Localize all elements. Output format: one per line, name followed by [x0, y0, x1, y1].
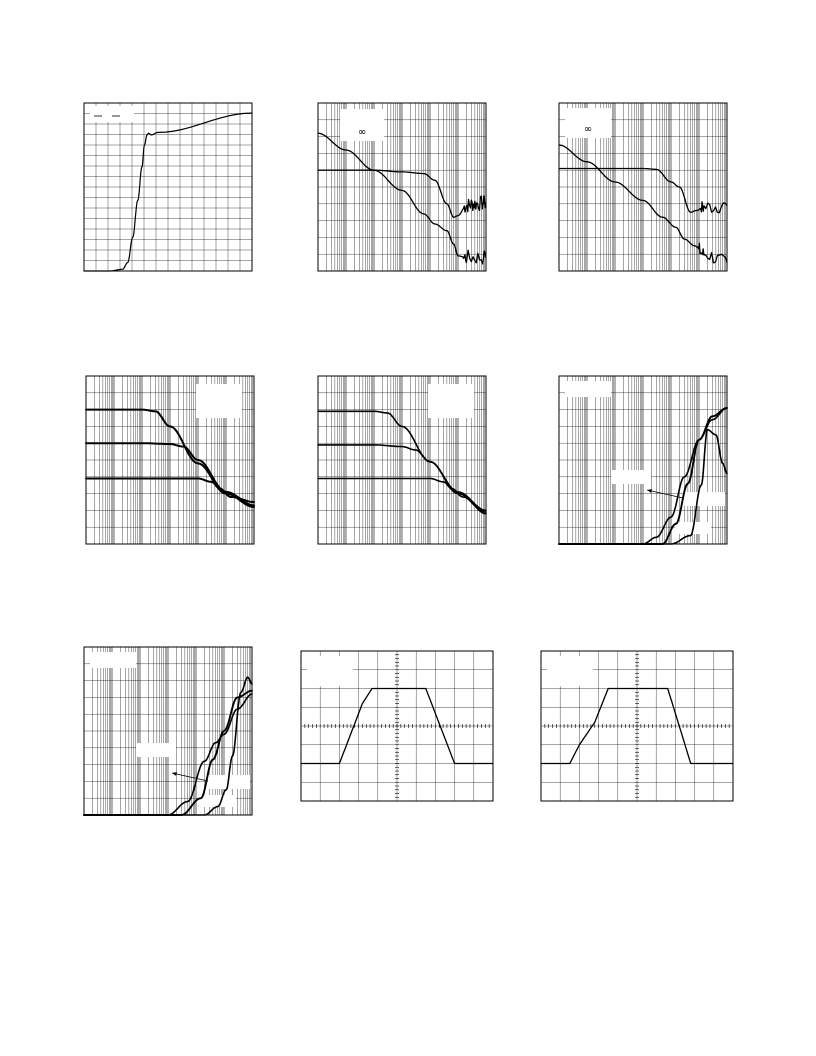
chart-c2	[318, 103, 486, 271]
chart-c5	[318, 376, 486, 544]
chart-c8	[301, 651, 493, 801]
legend-box	[565, 381, 611, 397]
chart-c4	[86, 376, 254, 544]
legend-box	[90, 106, 134, 122]
annotation-box	[611, 470, 651, 484]
annotation-box	[683, 492, 725, 506]
legend-box	[196, 384, 242, 418]
legend-symbol: ∞	[357, 127, 367, 138]
arrow-head	[172, 772, 177, 776]
chart-c7	[84, 647, 252, 815]
arrow-head	[647, 489, 652, 493]
chart-c3	[559, 103, 727, 271]
legend-box	[428, 384, 474, 418]
chart-c1	[84, 103, 252, 271]
chart-c9	[541, 651, 733, 801]
annotation-arrow	[172, 773, 208, 781]
legend-box	[90, 652, 136, 668]
annotation-box	[200, 795, 236, 807]
legend-box	[307, 656, 353, 686]
legend-symbol: ∞	[583, 124, 593, 135]
legend-box	[547, 656, 593, 686]
chart-c6	[559, 376, 727, 544]
annotation-box	[136, 743, 176, 757]
